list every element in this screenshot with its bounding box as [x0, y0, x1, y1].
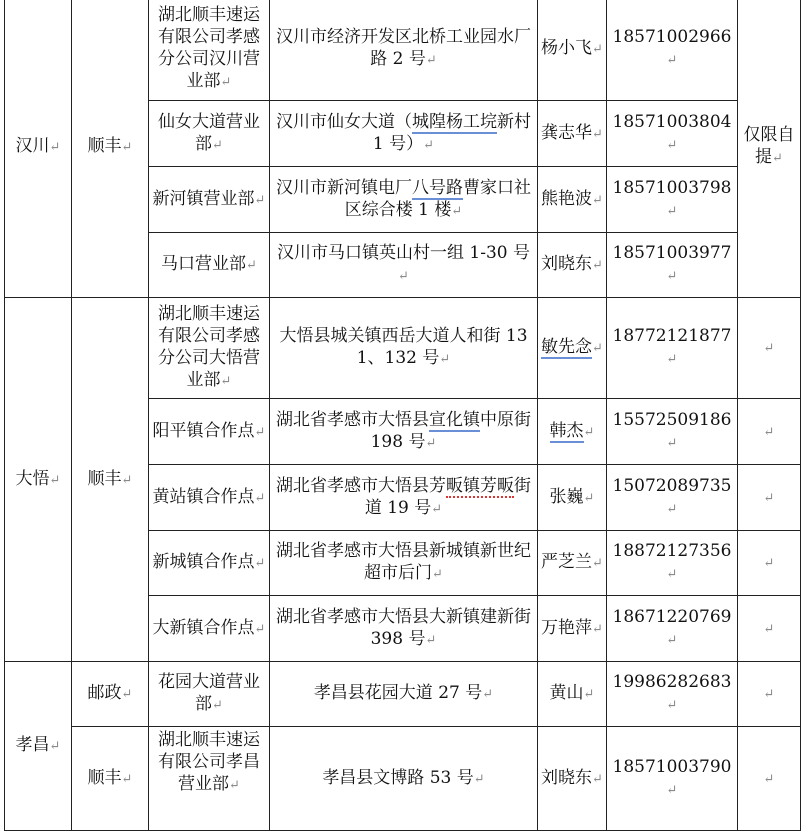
county-cell: 孝昌↵	[5, 662, 72, 831]
note-cell: ↵	[738, 531, 801, 596]
phone-cell: 18571003804↵	[607, 101, 738, 167]
contact-cell: 熊艳波↵	[538, 167, 607, 233]
contact-cell: 黄山↵	[538, 662, 607, 727]
courier-cell: 顺丰↵	[72, 0, 149, 298]
courier-cell: 顺丰↵	[72, 727, 149, 831]
address-cell: 汉川市经济开发区北桥工业园水厂路 2 号↵	[270, 0, 538, 101]
outlet-cell: 新河镇营业部↵	[149, 167, 270, 233]
courier-cell: 邮政↵	[72, 662, 149, 727]
phone-cell: 18872127356↵	[607, 531, 738, 596]
address-cell: 湖北省孝感市大悟县宣化镇中原街 198 号↵	[270, 399, 538, 465]
phone-cell: 18571003790↵	[607, 727, 738, 831]
phone-cell: 18671220769↵	[607, 596, 738, 662]
note-cell: ↵	[738, 298, 801, 399]
contact-cell: 敏先念↵	[538, 298, 607, 399]
county-cell: 大悟↵	[5, 298, 72, 662]
outlet-cell: 马口营业部↵	[149, 233, 270, 298]
contact-cell: 万艳萍↵	[538, 596, 607, 662]
contact-cell: 韩杰↵	[538, 399, 607, 465]
table-row	[5, 298, 801, 399]
contact-cell: 龚志华↵	[538, 101, 607, 167]
table-row	[5, 727, 801, 831]
outlet-cell: 花园大道营业部↵	[149, 662, 270, 727]
note-cell: ↵	[738, 399, 801, 465]
courier-cell: 顺丰↵	[72, 298, 149, 662]
note-cell: ↵	[738, 465, 801, 531]
phone-cell: 18571003977↵	[607, 233, 738, 298]
address-cell: 湖北省孝感市大悟县新城镇新世纪超市后门↵	[270, 531, 538, 596]
contact-cell: 刘晓东↵	[538, 233, 607, 298]
outlet-cell: 湖北顺丰速运有限公司孝昌营业部↵	[149, 727, 270, 831]
address-cell: 汉川市仙女大道（城隍杨工垸新村 1 号）↵	[270, 101, 538, 167]
outlet-cell: 湖北顺丰速运有限公司孝感分公司大悟营业部↵	[149, 298, 270, 399]
county-cell: 汉川↵	[5, 0, 72, 298]
contact-cell: 刘晓东↵	[538, 727, 607, 831]
contact-cell: 严芝兰↵	[538, 531, 607, 596]
phone-cell: 18571003798↵	[607, 167, 738, 233]
outlet-cell: 新城镇合作点↵	[149, 531, 270, 596]
outlet-cell: 黄站镇合作点↵	[149, 465, 270, 531]
note-cell: ↵	[738, 596, 801, 662]
table-row	[5, 662, 801, 727]
address-cell: 湖北省孝感市大悟县芳畈镇芳畈街道 19 号↵	[270, 465, 538, 531]
address-cell: 汉川市新河镇电厂八号路曹家口社区综合楼 1 楼↵	[270, 167, 538, 233]
phone-cell: 19986282683↵	[607, 662, 738, 727]
phone-cell: 18772121877↵	[607, 298, 738, 399]
outlet-cell: 湖北顺丰速运有限公司孝感分公司汉川营业部↵	[149, 0, 270, 101]
phone-cell: 15072089735↵	[607, 465, 738, 531]
phone-cell: 18571002966↵	[607, 0, 738, 101]
address-cell: 汉川市马口镇英山村一组 1-30 号↵	[270, 233, 538, 298]
address-cell: 大悟县城关镇西岳大道人和街 131、132 号↵	[270, 298, 538, 399]
note-cell: ↵	[738, 727, 801, 831]
table-row	[5, 0, 801, 101]
address-cell: 孝昌县花园大道 27 号↵	[270, 662, 538, 727]
note-cell: ↵	[738, 662, 801, 727]
outlet-cell: 大新镇合作点↵	[149, 596, 270, 662]
contact-cell: 张巍↵	[538, 465, 607, 531]
note-cell: 仅限自提↵	[738, 0, 801, 298]
outlet-cell: 仙女大道营业部↵	[149, 101, 270, 167]
phone-cell: 15572509186↵	[607, 399, 738, 465]
address-cell: 孝昌县文博路 53 号↵	[270, 727, 538, 831]
contact-cell: 杨小飞↵	[538, 0, 607, 101]
address-cell: 湖北省孝感市大悟县大新镇建新街 398 号↵	[270, 596, 538, 662]
outlet-table	[4, 0, 801, 831]
outlet-cell: 阳平镇合作点↵	[149, 399, 270, 465]
